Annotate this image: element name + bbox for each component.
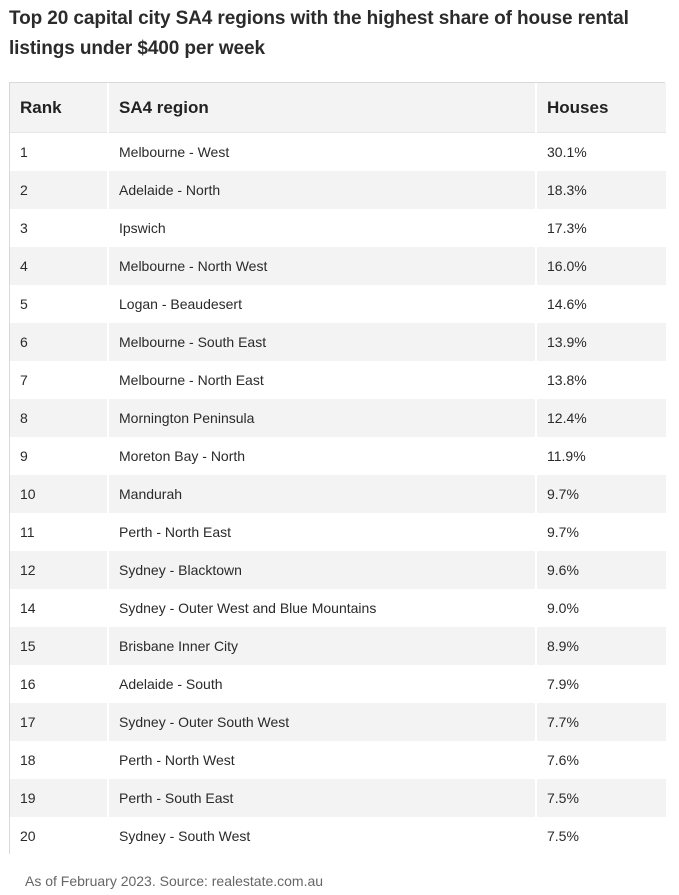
houses-cell: 7.7%	[536, 703, 666, 741]
houses-cell: 18.3%	[536, 171, 666, 209]
region-cell: Sydney - Outer South West	[108, 703, 536, 741]
rank-cell: 9	[10, 437, 108, 475]
table-row	[10, 133, 666, 172]
table-row	[10, 551, 666, 589]
table-row	[10, 779, 666, 817]
table-row	[10, 703, 666, 741]
rank-cell: 8	[10, 399, 108, 437]
rank-cell: 19	[10, 779, 108, 817]
rental-table	[10, 83, 666, 855]
houses-cell: 7.5%	[536, 779, 666, 817]
rank-cell: 18	[10, 741, 108, 779]
region-cell: Melbourne - North West	[108, 247, 536, 285]
region-cell: Logan - Beaudesert	[108, 285, 536, 323]
rank-cell: 14	[10, 589, 108, 627]
table-row	[10, 589, 666, 627]
region-cell: Adelaide - North	[108, 171, 536, 209]
houses-cell: 8.9%	[536, 627, 666, 665]
table-row	[10, 627, 666, 665]
page-title: Top 20 capital city SA4 regions with the highest share of house rental listings under $400 per week	[9, 8, 629, 59]
rank-cell: 5	[10, 285, 108, 323]
table-row	[10, 361, 666, 399]
rank-cell: 3	[10, 209, 108, 247]
rank-cell: 15	[10, 627, 108, 665]
rental-table-container	[9, 82, 665, 854]
houses-cell: 7.5%	[536, 817, 666, 855]
region-cell: Perth - North West	[108, 741, 536, 779]
column-header-region: SA4 region	[108, 83, 536, 133]
table-row	[10, 323, 666, 361]
region-cell: Mandurah	[108, 475, 536, 513]
table-row	[10, 209, 666, 247]
region-cell: Moreton Bay - North	[108, 437, 536, 475]
region-cell: Sydney - South West	[108, 817, 536, 855]
rank-cell: 1	[10, 133, 108, 172]
table-row	[10, 665, 666, 703]
region-cell: Sydney - Blacktown	[108, 551, 536, 589]
region-cell: Melbourne - West	[108, 133, 536, 172]
houses-cell: 7.9%	[536, 665, 666, 703]
table-row	[10, 513, 666, 551]
houses-cell: 12.4%	[536, 399, 666, 437]
table-row	[10, 437, 666, 475]
rank-cell: 10	[10, 475, 108, 513]
houses-cell: 30.1%	[536, 133, 666, 172]
table-row	[10, 475, 666, 513]
table-row	[10, 171, 666, 209]
houses-cell: 7.6%	[536, 741, 666, 779]
rank-cell: 20	[10, 817, 108, 855]
rank-cell: 11	[10, 513, 108, 551]
table-row	[10, 285, 666, 323]
table-row	[10, 247, 666, 285]
rank-cell: 17	[10, 703, 108, 741]
houses-cell: 11.9%	[536, 437, 666, 475]
houses-cell: 9.6%	[536, 551, 666, 589]
region-cell: Melbourne - North East	[108, 361, 536, 399]
rank-cell: 12	[10, 551, 108, 589]
region-cell: Adelaide - South	[108, 665, 536, 703]
region-cell: Melbourne - South East	[108, 323, 536, 361]
table-header-row	[10, 83, 666, 133]
table-header	[10, 83, 666, 133]
table-row	[10, 741, 666, 779]
region-cell: Perth - North East	[108, 513, 536, 551]
rank-cell: 6	[10, 323, 108, 361]
column-header-rank: Rank	[10, 83, 108, 133]
source-note: As of February 2023. Source: realestate.com.au	[25, 873, 324, 889]
houses-cell: 13.8%	[536, 361, 666, 399]
region-cell: Mornington Peninsula	[108, 399, 536, 437]
table-body	[10, 133, 666, 856]
houses-cell: 9.7%	[536, 513, 666, 551]
rank-cell: 16	[10, 665, 108, 703]
houses-cell: 9.0%	[536, 589, 666, 627]
column-header-houses: Houses	[536, 83, 666, 133]
rank-cell: 7	[10, 361, 108, 399]
houses-cell: 17.3%	[536, 209, 666, 247]
houses-cell: 13.9%	[536, 323, 666, 361]
houses-cell: 9.7%	[536, 475, 666, 513]
table-row	[10, 399, 666, 437]
table-row	[10, 817, 666, 855]
region-cell: Perth - South East	[108, 779, 536, 817]
region-cell: Ipswich	[108, 209, 536, 247]
rank-cell: 4	[10, 247, 108, 285]
region-cell: Sydney - Outer West and Blue Mountains	[108, 589, 536, 627]
houses-cell: 16.0%	[536, 247, 666, 285]
houses-cell: 14.6%	[536, 285, 666, 323]
rank-cell: 2	[10, 171, 108, 209]
region-cell: Brisbane Inner City	[108, 627, 536, 665]
